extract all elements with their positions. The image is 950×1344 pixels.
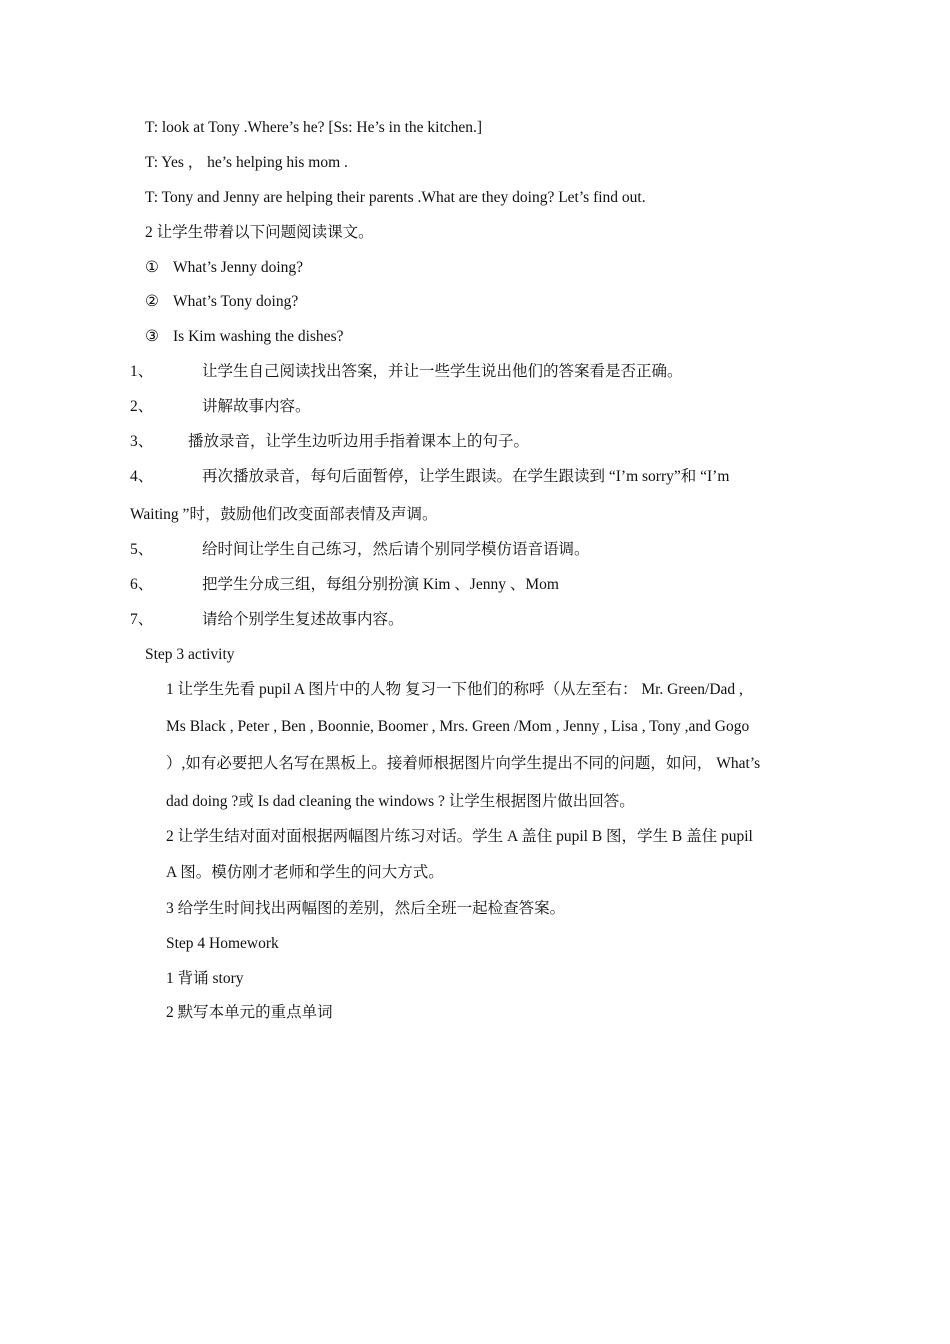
step-number: 7、 <box>130 611 154 628</box>
section-heading: Step 3 activity <box>145 646 235 663</box>
question-text: What’s Jenny doing? <box>173 259 304 276</box>
question-item <box>145 258 303 278</box>
step-text-continuation: Waiting ”时，鼓励他们改变面部表情及声调。 <box>130 506 438 523</box>
step-number: 3、 <box>130 433 154 450</box>
activity-line: 2 让学生结对面对面根据两幅图片练习对话。学生 A 盖住 pupil B 图，学生 B 盖住 pupil <box>166 828 753 845</box>
step-number: 5、 <box>130 541 154 558</box>
step-text: 给时间让学生自己练习，然后请个别同学模仿语音语调。 <box>202 541 590 558</box>
activity-line: 1 让学生先看 pupil A 图片中的人物 复习一下他们的称呼（从左至右： Mr. Green/Dad , <box>166 681 743 698</box>
question-item <box>145 292 298 312</box>
question-text: Is Kim washing the dishes? <box>173 328 344 345</box>
step-text: 把学生分成三组，每组分别扮演 Kim 、Jenny 、Mom <box>202 576 559 593</box>
activity-line: A 图。模仿刚才老师和学生的问大方式。 <box>166 864 444 881</box>
activity-line: dad doing ?或 Is dad cleaning the windows ? 让学生根据图片做出回答。 <box>166 793 635 810</box>
dialogue-line: T: Yes ， he’s helping his mom . <box>145 154 348 171</box>
step-text: 再次播放录音，每句后面暂停，让学生跟读。在学生跟读到 “I’m sorry”和 “I’m <box>202 468 730 485</box>
activity-line: ）,如有必要把人名写在黑板上。接着师根据图片向学生提出不同的问题，如问， What’s <box>166 755 761 772</box>
dialogue-line: T: Tony and Jenny are helping their parents .What are they doing? Let’s find out. <box>145 189 646 206</box>
activity-line: 3 给学生时间找出两幅图的差别，然后全班一起检查答案。 <box>166 900 566 917</box>
question-item <box>145 327 343 347</box>
step-number: 1、 <box>130 363 154 380</box>
step-text: 讲解故事内容。 <box>202 398 311 415</box>
section-heading: Step 4 Homework <box>166 935 279 952</box>
step-number: 6、 <box>130 576 154 593</box>
step-text: 让学生自己阅读找出答案，并让一些学生说出他们的答案看是否正确。 <box>202 363 683 380</box>
homework-item: 2 默写本单元的重点单词 <box>166 1004 333 1021</box>
question-marker: ① <box>145 259 159 276</box>
question-marker: ③ <box>145 328 159 345</box>
step-number: 2、 <box>130 398 154 415</box>
step-number: 4、 <box>130 468 154 485</box>
reading-intro: 2 让学生带着以下问题阅读课文。 <box>145 224 374 241</box>
activity-line: Ms Black , Peter , Ben , Boonnie, Boomer , Mrs. Green /Mom , Jenny , Lisa , Tony ,and Gogo <box>166 718 750 735</box>
question-text: What’s Tony doing? <box>173 293 299 310</box>
step-text: 播放录音，让学生边听边用手指着课本上的句子。 <box>188 433 530 450</box>
question-marker: ② <box>145 293 159 310</box>
step-text: 请给个别学生复述故事内容。 <box>202 611 404 628</box>
homework-item: 1 背诵 story <box>166 970 244 987</box>
dialogue-line: T: look at Tony .Where’s he? [Ss: He’s in the kitchen.] <box>145 119 483 136</box>
